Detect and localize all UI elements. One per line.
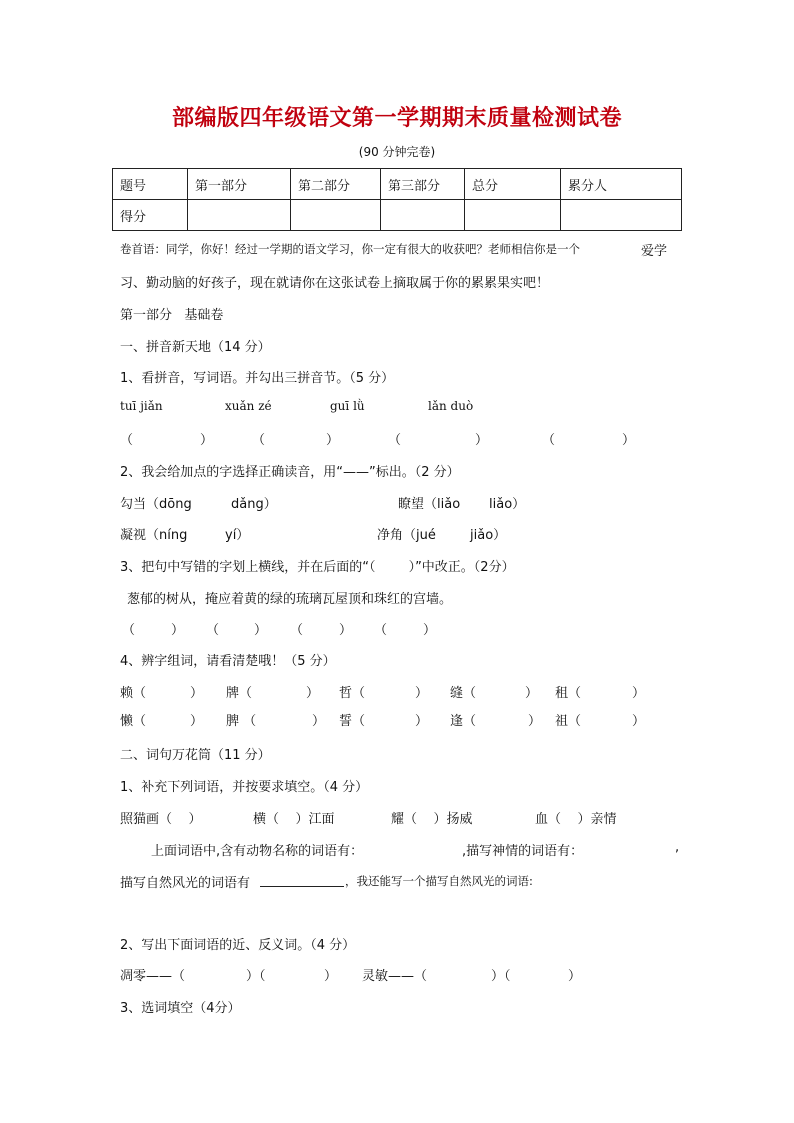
section-heading: 二、词句万花筒（11 分） <box>120 748 271 763</box>
paren: ） <box>171 623 185 638</box>
word-item: ） <box>324 969 338 984</box>
paren: ） <box>423 623 437 638</box>
intro-line: 爱学 <box>641 244 668 259</box>
fill-line: 描写自然风光的词语有 <box>120 876 251 891</box>
word-item: ） <box>415 686 429 701</box>
word-item: ）（ <box>491 969 511 984</box>
word-item: 灵敏——（ <box>362 969 428 984</box>
word-item: ） <box>632 686 646 701</box>
sentence-text: 葱郁的树从，掩应着黄的绿的琉璃瓦屋顶和珠红的宫墙。 <box>127 592 453 607</box>
section-heading: 一、拼音新天地（14 分） <box>120 340 271 355</box>
table-row <box>113 169 682 200</box>
word-item: 牌（ <box>226 686 253 701</box>
paren: ） <box>326 433 340 448</box>
paren: （ <box>120 433 134 448</box>
reading-option: 凝视（níng <box>120 528 188 543</box>
table-cell: 第二部分 <box>291 169 381 200</box>
word-item: 赖（ <box>120 686 147 701</box>
table-cell: 得分 <box>113 200 188 231</box>
score-cell[interactable] <box>465 200 561 231</box>
paren: ） <box>622 433 636 448</box>
reading-option: jiǎo） <box>470 528 507 543</box>
reading-option: yí） <box>225 528 250 543</box>
table-row <box>113 200 682 231</box>
question-text: 4、辨字组词，请看清楚哦！（5 分） <box>120 654 336 669</box>
question-text: 3、把句中写错的字划上横线，并在后面的“（ ）”中改正。（2分） <box>120 560 515 575</box>
paren: ） <box>475 433 489 448</box>
question-text: 1、补充下列词语，并按要求填空。（4 分） <box>120 780 369 795</box>
pinyin-text: tuī jiǎn <box>120 399 163 413</box>
paren: （ <box>206 623 220 638</box>
word-item: ） <box>525 686 539 701</box>
paren: （ <box>374 623 388 638</box>
score-cell[interactable] <box>291 200 381 231</box>
part-heading: 第一部分 基础卷 <box>120 308 224 323</box>
fill-line: ，我还能写一个描写自然风光的词语: <box>345 874 533 888</box>
word-item: 租（ <box>555 686 582 701</box>
score-cell[interactable] <box>188 200 291 231</box>
word-item: ） <box>415 714 429 729</box>
table-cell: 第三部分 <box>381 169 465 200</box>
question-text: 1、看拼音，写词语。并勾出三拼音节。（5 分） <box>120 371 395 386</box>
word-item: 血（ ）亲情 <box>535 812 617 827</box>
paren: （ <box>252 433 266 448</box>
page-subtitle: (90 分钟完卷) <box>358 145 436 159</box>
page-title: 部编版四年级语文第一学期期末质量检测试卷 <box>171 106 622 131</box>
question-text: 2、写出下面词语的近、反义词。（4 分） <box>120 938 356 953</box>
table-cell: 题号 <box>113 169 188 200</box>
word-item: 耀（ ）扬威 <box>391 812 473 827</box>
reading-option: 瞭望（liǎo <box>398 497 461 512</box>
score-cell[interactable] <box>381 200 465 231</box>
paren: （ <box>542 433 556 448</box>
word-item: ） <box>190 686 204 701</box>
word-item: ） <box>632 714 646 729</box>
paren: （ <box>290 623 304 638</box>
pinyin-text: lǎn duò <box>428 399 474 413</box>
question-text: 3、选词填空（4分） <box>120 1001 241 1016</box>
paren: ） <box>339 623 353 638</box>
word-item: 誓（ <box>339 714 366 729</box>
word-item: 缝（ <box>450 686 477 701</box>
word-item: 脾 （ <box>226 714 257 729</box>
word-item: 照猫画（ ） <box>120 812 202 827</box>
fill-line: ,描写神情的词语有： <box>462 844 584 859</box>
word-item: ） <box>312 714 326 729</box>
table-cell: 总分 <box>465 169 561 200</box>
word-item: 懒（ <box>120 714 147 729</box>
table-cell: 第一部分 <box>188 169 291 200</box>
word-item: ） <box>190 714 204 729</box>
word-item: 逢（ <box>450 714 477 729</box>
word-item: 凋零——（ <box>120 969 186 984</box>
intro-line: 习、勤动脑的好孩子，现在就请你在这张试卷上摘取属于你的累累果实吧！ <box>120 276 550 291</box>
paren: ） <box>254 623 268 638</box>
pinyin-text: xuǎn zé <box>225 399 272 413</box>
reading-option: dǎng） <box>231 497 277 512</box>
reading-option: 勾当（dōng <box>120 497 192 512</box>
word-item: 横（ ）江面 <box>253 812 335 827</box>
word-item: 哲（ <box>339 686 366 701</box>
question-text: 2、我会给加点的字选择正确读音，用“——”标出。（2 分） <box>120 465 460 480</box>
reading-option: 净角（jué <box>377 528 436 543</box>
word-item: ） <box>528 714 542 729</box>
fill-line: 上面词语中,含有动物名称的词语有： <box>151 844 364 859</box>
answer-blank[interactable] <box>260 872 344 887</box>
word-item: ） <box>568 969 582 984</box>
word-item: 祖（ <box>555 714 582 729</box>
paren: （ <box>388 433 402 448</box>
intro-line: 卷首语：同学，你好！经过一学期的语文学习，你一定有很大的收获吧？老师相信你是一个 <box>120 242 580 256</box>
pinyin-text: guī lǜ <box>330 399 365 413</box>
table-cell: 累分人 <box>561 169 682 200</box>
reading-option: liǎo） <box>489 497 526 512</box>
paren: ） <box>200 433 214 448</box>
word-item: ） <box>306 686 320 701</box>
word-item: ）（ <box>246 969 266 984</box>
fill-line: , <box>675 840 680 855</box>
paren: （ <box>122 623 136 638</box>
score-table <box>112 168 682 231</box>
score-cell[interactable] <box>561 200 682 231</box>
